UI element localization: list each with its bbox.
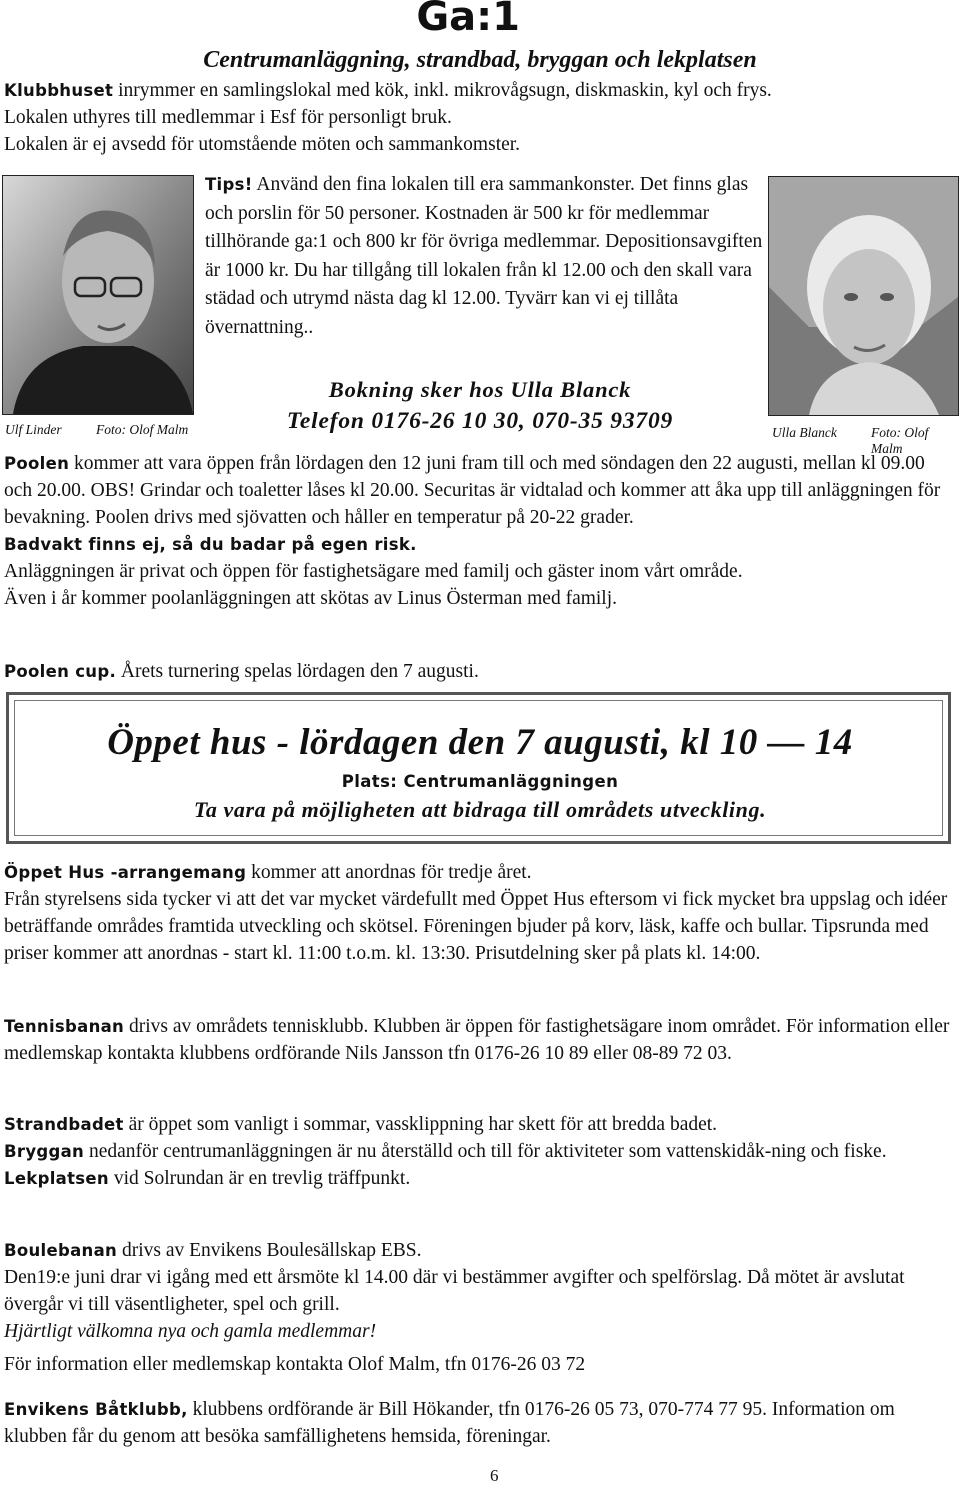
poolcup-lead: Poolen cup. — [4, 662, 117, 681]
boule-text: drivs av Envikens Boulesällskap EBS. — [117, 1240, 422, 1261]
photo-ulla-blanck — [768, 176, 959, 416]
strandbadet-lead: Strandbadet — [4, 1115, 124, 1134]
boule-lead: Boulebanan — [4, 1241, 118, 1260]
tips-box — [205, 171, 765, 342]
strand-section — [4, 1111, 952, 1192]
oppethus-text: kommer att anordnas för tredje året. — [246, 862, 532, 883]
klubbhuset-line2: Lokalen uthyres till medlemmar i Esf för personligt bruk. — [4, 107, 452, 128]
oppethus-lead: Öppet Hus -arrangemang — [4, 863, 247, 882]
poolen-linus: Även i år kommer poolanläggningen att skötas av Linus Österman med familj. — [4, 588, 618, 609]
banner-title: Öppet hus - lördagen den 7 augusti, kl 10 — 14 — [107, 722, 853, 763]
portrait-woman-image — [769, 177, 958, 415]
strandbadet-text: är öppet som vanligt i sommar, vassklippning har skett för att bredda badet. — [123, 1114, 718, 1135]
boule-section — [4, 1237, 952, 1345]
oppethus-body: Från styrelsens sida tycker vi att det var mycket värdefullt med Öppet Hus eftersom vi fick mycket bra uppslag och idéer beträffande områdes framtida utveckling och skötsel. Föreningen bjuder på korv, läsk, kaffe och bullar. Tipsrunda med priser kommer att anordnas - start kl. 11:00 t.o.m. kl. 13:30. Prisutdelning sker på plats kl. 14:00. — [4, 889, 948, 964]
batklubb-lead: Envikens Båtklubb, — [4, 1400, 188, 1419]
tips-lead: Tips! — [205, 175, 253, 194]
klubbhuset-lead: Klubbhuset — [4, 81, 114, 100]
poolen-lead: Poolen — [4, 454, 70, 473]
page-title: Ga:1 — [416, 0, 520, 40]
tips-text: Använd den fina lokalen till era sammankonster. Det finns glas och porslin för 50 personer. Kostnaden är 500 kr för medlemmar tillhörande ga:1 och 800 kr för övriga medlemmar. Depositionsavgiften är 1000 kr. Du har tillgång till lokalen från kl 12.00 och den skall vara städad och utrymd nästa dag kl 12.00. Tyvärr kan vi ej tillåta övernattning.. — [205, 174, 763, 338]
poolen-warning: Badvakt finns ej, så du badar på egen risk. — [4, 535, 417, 554]
klubbhuset-line3: Lokalen är ej avsedd för utomstående möten och sammankomster. — [4, 134, 521, 155]
batklubb-section — [4, 1396, 952, 1450]
booking-name: Bokning sker hos Ulla Blanck — [328, 377, 632, 402]
klubbhuset-text: inrymmer en samlingslokal med kök, inkl. mikrovågsugn, diskmaskin, kyl och frys. — [113, 80, 772, 101]
poolcup-section — [4, 658, 952, 685]
banner-slogan: Ta vara på möjligheten att bidraga till områdets utveckling. — [193, 797, 767, 822]
bryggan-text: nedanför centrumanläggningen är nu återställd och till för aktiviteter som vattenskidåk-ning och fiske. — [84, 1141, 887, 1162]
caption-name-left: Ulf Linder — [5, 422, 62, 437]
page-number: 6 — [490, 1466, 499, 1485]
portrait-man-image — [3, 176, 193, 414]
page-subtitle: Centrumanläggning, strandbad, bryggan och lekplatsen — [203, 47, 757, 73]
tennis-text: drivs av områdets tennisklubb. Klubben är öppen för fastighetsägare inom området. För information eller medlemskap kontakta klubbens ordförande Nils Jansson tfn 0176-26 10 89 eller 08-89 72 03. — [4, 1016, 950, 1064]
poolcup-text: Årets turnering spelas lördagen den 7 augusti. — [116, 661, 479, 682]
tennis-section — [4, 1013, 952, 1067]
boule-body: Den19:e juni drar vi igång med ett årsmöte kl 14.00 där vi bestämmer avgifter och spelförslag. Då mötet är avslutat övergår vi till väsentligheter, spel och grill. — [4, 1267, 905, 1315]
caption-credit-left: Foto: Olof Malm — [96, 422, 189, 437]
caption-credit-right: Foto: Olof Malm — [871, 425, 929, 456]
batklubb-text: klubbens ordförande är Bill Hökander, tfn 0176-26 05 73, 070-774 77 95. Information om klubben får du genom att besöka samfällighetens hemsida, föreningar. — [4, 1399, 895, 1447]
lekplatsen-lead: Lekplatsen — [4, 1169, 109, 1188]
booking-phone: Telefon 0176-26 10 30, 070-35 93709 — [286, 408, 674, 434]
tennis-lead: Tennisbanan — [4, 1017, 125, 1036]
bryggan-lead: Bryggan — [4, 1142, 85, 1161]
oppethus-section — [4, 859, 952, 967]
boule-welcome: Hjärtligt välkomna nya och gamla medlemmar! — [4, 1321, 377, 1342]
poolen-section — [4, 450, 952, 612]
poolen-text: kommer att vara öppen från lördagen den 12 juni fram till och med söndagen den 22 augusti, mellan kl 09.00 och 20.00. OBS! Grindar och toaletter låses kl 20.00. Securitas är vidtalad och kommer att åka upp till anläggningen för bevakning. Poolen drivs med sjövatten och håller en temperatur på 20-22 grader. — [4, 453, 941, 528]
klubbhuset-section — [4, 77, 952, 158]
caption-name-right: Ulla Blanck — [772, 425, 837, 440]
banner-place: Plats: Centrumanläggningen — [341, 772, 619, 791]
photo-ulf-linder — [2, 175, 194, 415]
lekplatsen-text: vid Solrundan är en trevlig träffpunkt. — [108, 1168, 411, 1189]
boule-info: För information eller medlemskap kontakta Olof Malm, tfn 0176-26 03 72 — [4, 1354, 586, 1375]
poolen-private: Anläggningen är privat och öppen för fastighetsägare med familj och gäster inom vårt område. — [4, 561, 743, 582]
